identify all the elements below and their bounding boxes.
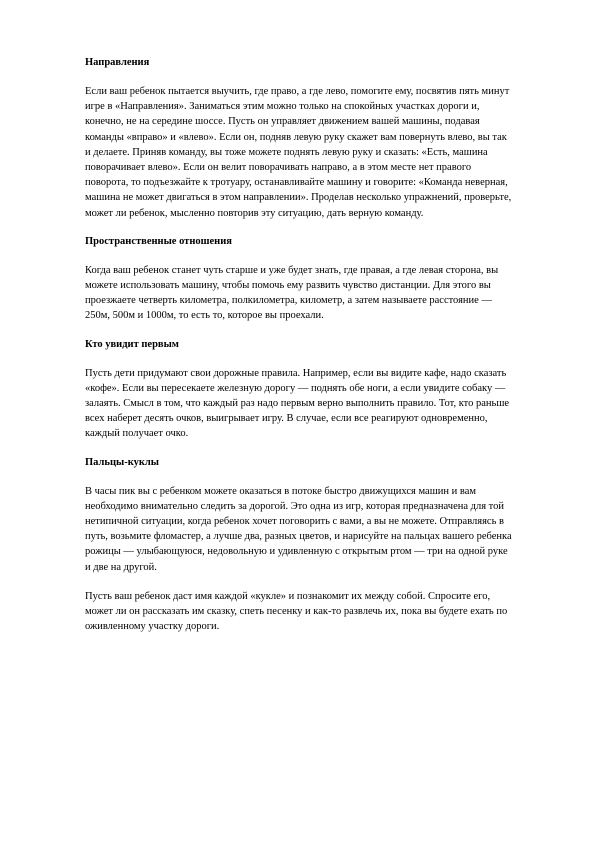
section-heading: Кто увидит первым bbox=[85, 338, 179, 350]
section-paragraph: Пусть ваш ребенок даст имя каждой «кукле» и познакомит их между собой. Спросите его, может ли он рассказать им сказку, спеть песенку и как-то развлечь их, пока вы будете ехать по оживленному участку дороги. bbox=[85, 590, 508, 633]
section-paragraph: Если ваш ребенок пытается выучить, где право, а где лево, помогите ему, посвятив пять минут игре в «Направления». Заниматься этим можно только на спокойных участках дороги и, конечно, не на середине шоссе. Пусть он управляет движением вашей машины, подавая команды «вправо» и «влево». Если он, подняв левую руку скажет вам повернуть влево, вы так и делаете. Приняв команду, вы тоже можете поднять левую руку и сказать: «Есть, машина поворачивает влево». Если он велит поворачивать направо, а в этом месте нет правого поворота, то подъезжайте к тротуару, останавливайте машину и говорите: «Команда неверная, машина не может двигаться в этом направлении». Проделав несколько упражнений, проверьте, может ли ребенок, мысленно повторив эту ситуацию, дать верную команду. bbox=[85, 86, 512, 219]
document-page bbox=[85, 56, 515, 648]
section-who-sees-first bbox=[85, 338, 515, 442]
section-paragraph: Пусть дети придумают свои дорожные правила. Например, если вы видите кафе, надо сказать «кофе». Если вы пересекаете железную дорогу — поднять обе ноги, а если увидите собаку — залаять. Смысл в том, что каждый раз надо первым верно выполнить правило. Тот, кто раньше всех наберет десять очков, выигрывает игру. В случае, если все реагируют одновременно, каждый получает очко. bbox=[85, 367, 510, 440]
section-paragraph: В часы пик вы с ребенком можете оказаться в потоке быстро движущихся машин и вам необходимо внимательно следить за дорогой. Это одна из игр, которая предназначена для той нетипичной ситуации, когда ребенок хочет поговорить с вами, а вы не можете. Отправляясь в путь, возьмите фломастер, а лучше два, разных цветов, и нарисуйте на пальцах вашего ребенка рожицы — улыбающуюся, недовольную и удивленную с открытым ртом — три на одной руке и две на другой. bbox=[85, 485, 512, 573]
section-directions bbox=[85, 56, 515, 221]
section-paragraph: Когда ваш ребенок станет чуть старше и уже будет знать, где правая, а где левая сторона, вы можете использовать машину, чтобы помочь ему развить чувство дистанции. Для этого вы проезжаете четверть километра, полкилометра, километр, а затем называете расстояние — 250м, 500м и 1000м, то есть то, которое вы проехали. bbox=[85, 264, 499, 322]
section-heading: Пальцы-куклы bbox=[85, 456, 159, 468]
section-heading: Пространственные отношения bbox=[85, 235, 232, 247]
section-heading: Направления bbox=[85, 57, 150, 68]
section-finger-puppets bbox=[85, 456, 515, 635]
section-spatial-relations bbox=[85, 235, 515, 324]
